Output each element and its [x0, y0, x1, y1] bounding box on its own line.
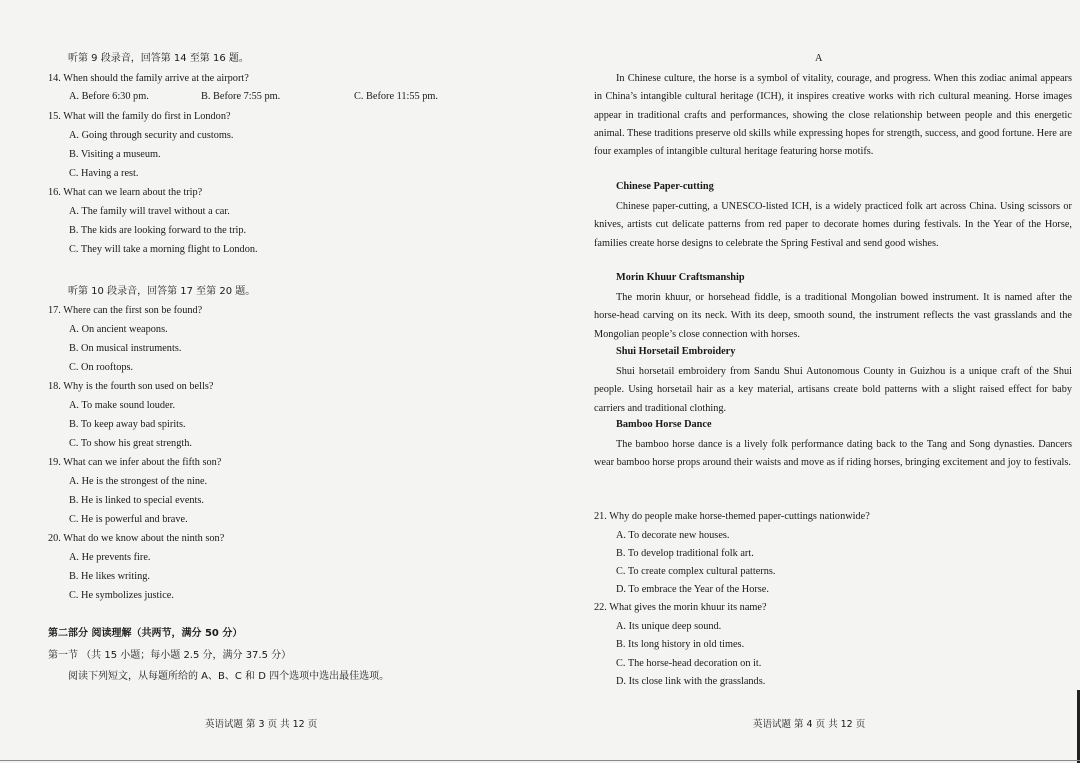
q20-stem: 20. What do we know about the ninth son?	[48, 533, 225, 544]
q14-stem: 14. When should the family arrive at the airport?	[48, 73, 249, 84]
q22-option-c: C. The horse-head decoration on it.	[616, 658, 762, 669]
q18-option-c: C. To show his great strength.	[69, 438, 192, 449]
q16-option-a: A. The family will travel without a car.	[69, 206, 230, 217]
heading-morin-khuur: Morin Khuur Craftsmanship	[616, 272, 745, 283]
q19-option-a: A. He is the strongest of the nine.	[69, 476, 208, 487]
q16-stem: 16. What can we learn about the trip?	[48, 187, 203, 198]
section-10-heading: 听第 10 段录音，回答第 17 至第 20 题。	[68, 286, 256, 297]
page-footer-left: 英语试题 第 3 页 共 12 页	[205, 719, 318, 730]
q16-option-b: B. The kids are looking forward to the trip.	[69, 225, 247, 236]
q22-option-a: A. Its unique deep sound.	[616, 621, 722, 632]
q19-option-c: C. He is powerful and brave.	[69, 514, 188, 525]
q20-option-b: B. He likes writing.	[69, 571, 150, 582]
q15-option-c: C. Having a rest.	[69, 168, 139, 179]
q20-option-c: C. He symbolizes justice.	[69, 590, 174, 601]
q14-option-a: A. Before 6:30 pm.	[69, 91, 149, 102]
scan-bottom-edge	[0, 760, 1080, 761]
q21-option-d: D. To embrace the Year of the Horse.	[616, 584, 769, 595]
q15-stem: 15. What will the family do first in London?	[48, 111, 231, 122]
page-footer-right: 英语试题 第 4 页 共 12 页	[753, 719, 866, 730]
paragraph-morin-khuur: The morin khuur, or horsehead fiddle, is a traditional Mongolian bowed instrument. It is named after the horse-head carving on its neck. With its deep, smooth sound, the instrument reflects the vast grasslands and the Mongolian people’s close connection with horses.	[594, 292, 1072, 340]
heading-paper-cutting: Chinese Paper-cutting	[616, 181, 714, 192]
heading-horsetail-embroidery: Shui Horsetail Embroidery	[616, 346, 736, 357]
heading-bamboo-horse-dance: Bamboo Horse Dance	[616, 419, 712, 430]
q21-option-b: B. To develop traditional folk art.	[616, 548, 754, 559]
part-2-heading: 第二部分 阅读理解（共两节，满分 50 分）	[48, 628, 243, 639]
paragraph-paper-cutting: Chinese paper-cutting, a UNESCO-listed ICH, is a widely practiced folk art across China. Using scissors or knives, artists cut delicate patterns from red paper to decorate homes during festivals. In the Year of the Horse, families create horse designs to celebrate the Spring Festival and send good wishes.	[594, 201, 1072, 249]
q19-stem: 19. What can we infer about the fifth son?	[48, 457, 222, 468]
q15-option-a: A. Going through security and customs.	[69, 130, 234, 141]
q15-option-b: B. Visiting a museum.	[69, 149, 161, 160]
q20-option-a: A. He prevents fire.	[69, 552, 151, 563]
q18-stem: 18. Why is the fourth son used on bells?	[48, 381, 214, 392]
q18-option-a: A. To make sound louder.	[69, 400, 176, 411]
q21-option-a: A. To decorate new houses.	[616, 530, 730, 541]
q19-option-b: B. He is linked to special events.	[69, 495, 204, 506]
q17-option-c: C. On rooftops.	[69, 362, 134, 373]
q14-option-b: B. Before 7:55 pm.	[201, 91, 281, 102]
q17-option-a: A. On ancient weapons.	[69, 324, 168, 335]
q22-option-b: B. Its long history in old times.	[616, 639, 745, 650]
passage-letter: A	[815, 53, 823, 64]
section-9-heading: 听第 9 段录音，回答第 14 至第 16 题。	[68, 53, 249, 64]
section-1-heading: 第一节 （共 15 小题；每小题 2.5 分，满分 37.5 分）	[48, 650, 292, 661]
q18-option-b: B. To keep away bad spirits.	[69, 419, 186, 430]
q21-stem: 21. Why do people make horse-themed paper-cuttings nationwide?	[594, 511, 870, 522]
paragraph-horsetail-embroidery: Shui horsetail embroidery from Sandu Shui Autonomous County in Guizhou is a unique craft of the Shui people. Using horsetail hair as a key material, artisans create bold patterns with a slight raised effect for baby carriers and traditional clothing.	[594, 366, 1072, 414]
q17-option-b: B. On musical instruments.	[69, 343, 182, 354]
q14-option-c: C. Before 11:55 pm.	[354, 91, 438, 102]
q16-option-c: C. They will take a morning flight to London.	[69, 244, 258, 255]
paragraph-bamboo-horse-dance: The bamboo horse dance is a lively folk performance dating back to the Tang and Song dynasties. Dancers wear bamboo horse props around their waists and move as if riding horses, bringing excitement and joy to festivals.	[594, 439, 1072, 469]
q17-stem: 17. Where can the first son be found?	[48, 305, 203, 316]
q21-option-c: C. To create complex cultural patterns.	[616, 566, 776, 577]
reading-instructions: 阅读下列短文，从每题所给的 A、B、C 和 D 四个选项中选出最佳选项。	[68, 671, 390, 682]
passage-intro: In Chinese culture, the horse is a symbol of vitality, courage, and progress. When this zodiac animal appears in China’s intangible cultural heritage (ICH), it inspires creative works with rich cultural meaning. Horse images appear in traditional crafts and performances, showing the close relationship between people and this energetic animal. These traditions preserve old skills while expressing hopes for strength, success, and good fortune. Here are four examples of intangible cultural heritage featuring horse motifs.	[594, 73, 1072, 158]
q22-stem: 22. What gives the morin khuur its name?	[594, 602, 767, 613]
q22-option-d: D. Its close link with the grasslands.	[616, 676, 766, 687]
